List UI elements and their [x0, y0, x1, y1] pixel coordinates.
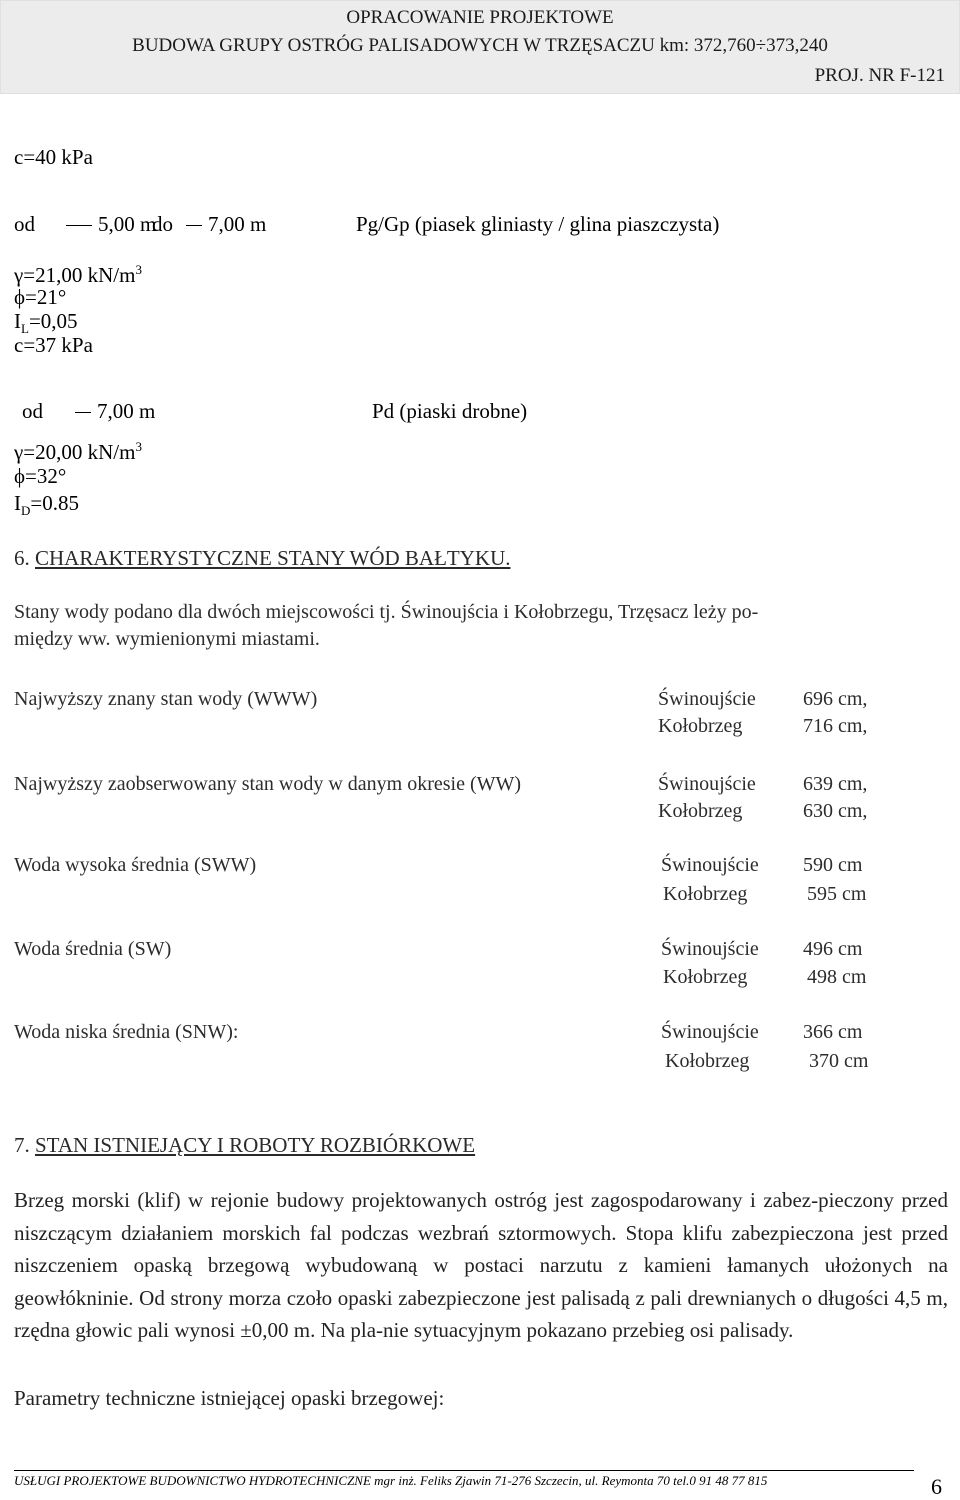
layer2-phi: ϕ=21°	[14, 285, 67, 309]
level-value: 716 cm,	[803, 715, 868, 737]
layer2-to-value: 7,00 m	[208, 212, 267, 236]
level-value: 595 cm	[807, 883, 867, 905]
footer-rule	[14, 1470, 914, 1471]
level-value: 498 cm	[807, 966, 867, 988]
level-value: 630 cm,	[803, 800, 868, 822]
level-value: 496 cm	[803, 938, 863, 960]
level-value: 696 cm,	[803, 688, 868, 710]
section-7-params-label: Parametry techniczne istniejącej opaski brzegowej:	[14, 1386, 445, 1410]
level-city: Świnoujście	[661, 938, 759, 960]
layer2-from-value: 5,00 m	[98, 212, 157, 236]
layer2-to: do	[152, 212, 173, 236]
level-label: Najwyższy zaobserwowany stan wody w danym okresie (WW)	[14, 773, 522, 795]
cohesion-top: c=40 kPa	[14, 145, 93, 169]
header-subtitle: BUDOWA GRUPY OSTRÓG PALISADOWYCH W TRZĘSACZU km: 372,760÷373,240	[132, 35, 828, 56]
level-label: Woda średnia (SW)	[14, 938, 172, 960]
level-city: Świnoujście	[661, 1021, 759, 1043]
dash	[75, 412, 91, 413]
section-6-intro-line1: Stany wody podano dla dwóch miejscowości tj. Świnoujścia i Kołobrzegu, Trzęsacz leży po-	[14, 601, 759, 623]
section-7-paragraph: Brzeg morski (klif) w rejonie budowy projektowanych ostróg jest zagospodarowany i zabez-pieczony przed niszczącym działaniem morskich fal podczas wezbrań sztormowych. Stopa klifu zabezpieczona jest przed niszczeniem opaską brzegową wybudowaną w postaci narzutu z kamieni łamanych ułożonych na geowłókninie. Od strony morza czoło opaski zabezpieczone jest palisadą z pali drewnianych o długości 4,5 m, rzędna głowic pali wynosi ±0,00 m. Na pla-nie sytuacyjnym pokazano przebieg osi palisady.	[14, 1188, 948, 1343]
layer2-from: od	[14, 212, 35, 236]
layer3-id: $I_D=0.85$	[14, 491, 79, 519]
layer2-il: $I_L=0,05$	[14, 309, 78, 337]
level-city: Kołobrzeg	[665, 1050, 750, 1072]
layer3-from: od	[22, 399, 43, 423]
layer3-description: Pd (piaski drobne)	[372, 399, 528, 423]
level-city: Kołobrzeg	[663, 883, 748, 905]
dash	[66, 225, 92, 226]
project-number: PROJ. NR F-121	[814, 65, 945, 86]
level-city: Kołobrzeg	[663, 966, 748, 988]
page-header	[0, 0, 960, 94]
level-city: Świnoujście	[658, 773, 756, 795]
level-label: Woda wysoka średnia (SWW)	[14, 854, 257, 876]
level-city: Kołobrzeg	[658, 715, 743, 737]
dash	[186, 225, 202, 226]
level-label: Najwyższy znany stan wody (WWW)	[14, 688, 318, 710]
level-value: 366 cm	[803, 1021, 863, 1043]
level-city: Świnoujście	[658, 688, 756, 710]
layer3-gamma: γ=20,00 $kN/m^3$	[14, 439, 142, 464]
section-6-intro-line2: między ww. wymienionymi miastami.	[14, 628, 320, 650]
level-value: 590 cm	[803, 854, 863, 876]
layer2-gamma: γ=21,00 $kN/m^3$	[14, 262, 142, 287]
level-city: Świnoujście	[661, 854, 759, 876]
level-label: Woda niska średnia (SNW):	[14, 1021, 239, 1043]
level-value: 639 cm,	[803, 773, 868, 795]
page-number: 6	[931, 1474, 942, 1499]
section-6-heading: 6. CHARAKTERYSTYCZNE STANY WÓD BAŁTYKU.	[14, 546, 511, 570]
header-title: OPRACOWANIE PROJEKTOWE	[346, 7, 614, 28]
layer3-phi: ϕ=32°	[14, 464, 67, 488]
section-7-heading: 7. STAN ISTNIEJĄCY I ROBOTY ROZBIÓRKOWE	[14, 1133, 476, 1157]
level-value: 370 cm	[809, 1050, 869, 1072]
footer-text: USŁUGI PROJEKTOWE BUDOWNICTWO HYDROTECHNICZNE mgr inż. Feliks Zjawin 71-276 Szczecin, ul. Reymonta 70 tel.0 91 48 77 815	[14, 1473, 768, 1488]
level-city: Kołobrzeg	[658, 800, 743, 822]
layer3-from-value: 7,00 m	[97, 399, 156, 423]
layer2-cohesion: c=37 kPa	[14, 333, 93, 357]
layer2-description: Pg/Gp (piasek gliniasty / glina piaszczysta)	[356, 212, 720, 236]
